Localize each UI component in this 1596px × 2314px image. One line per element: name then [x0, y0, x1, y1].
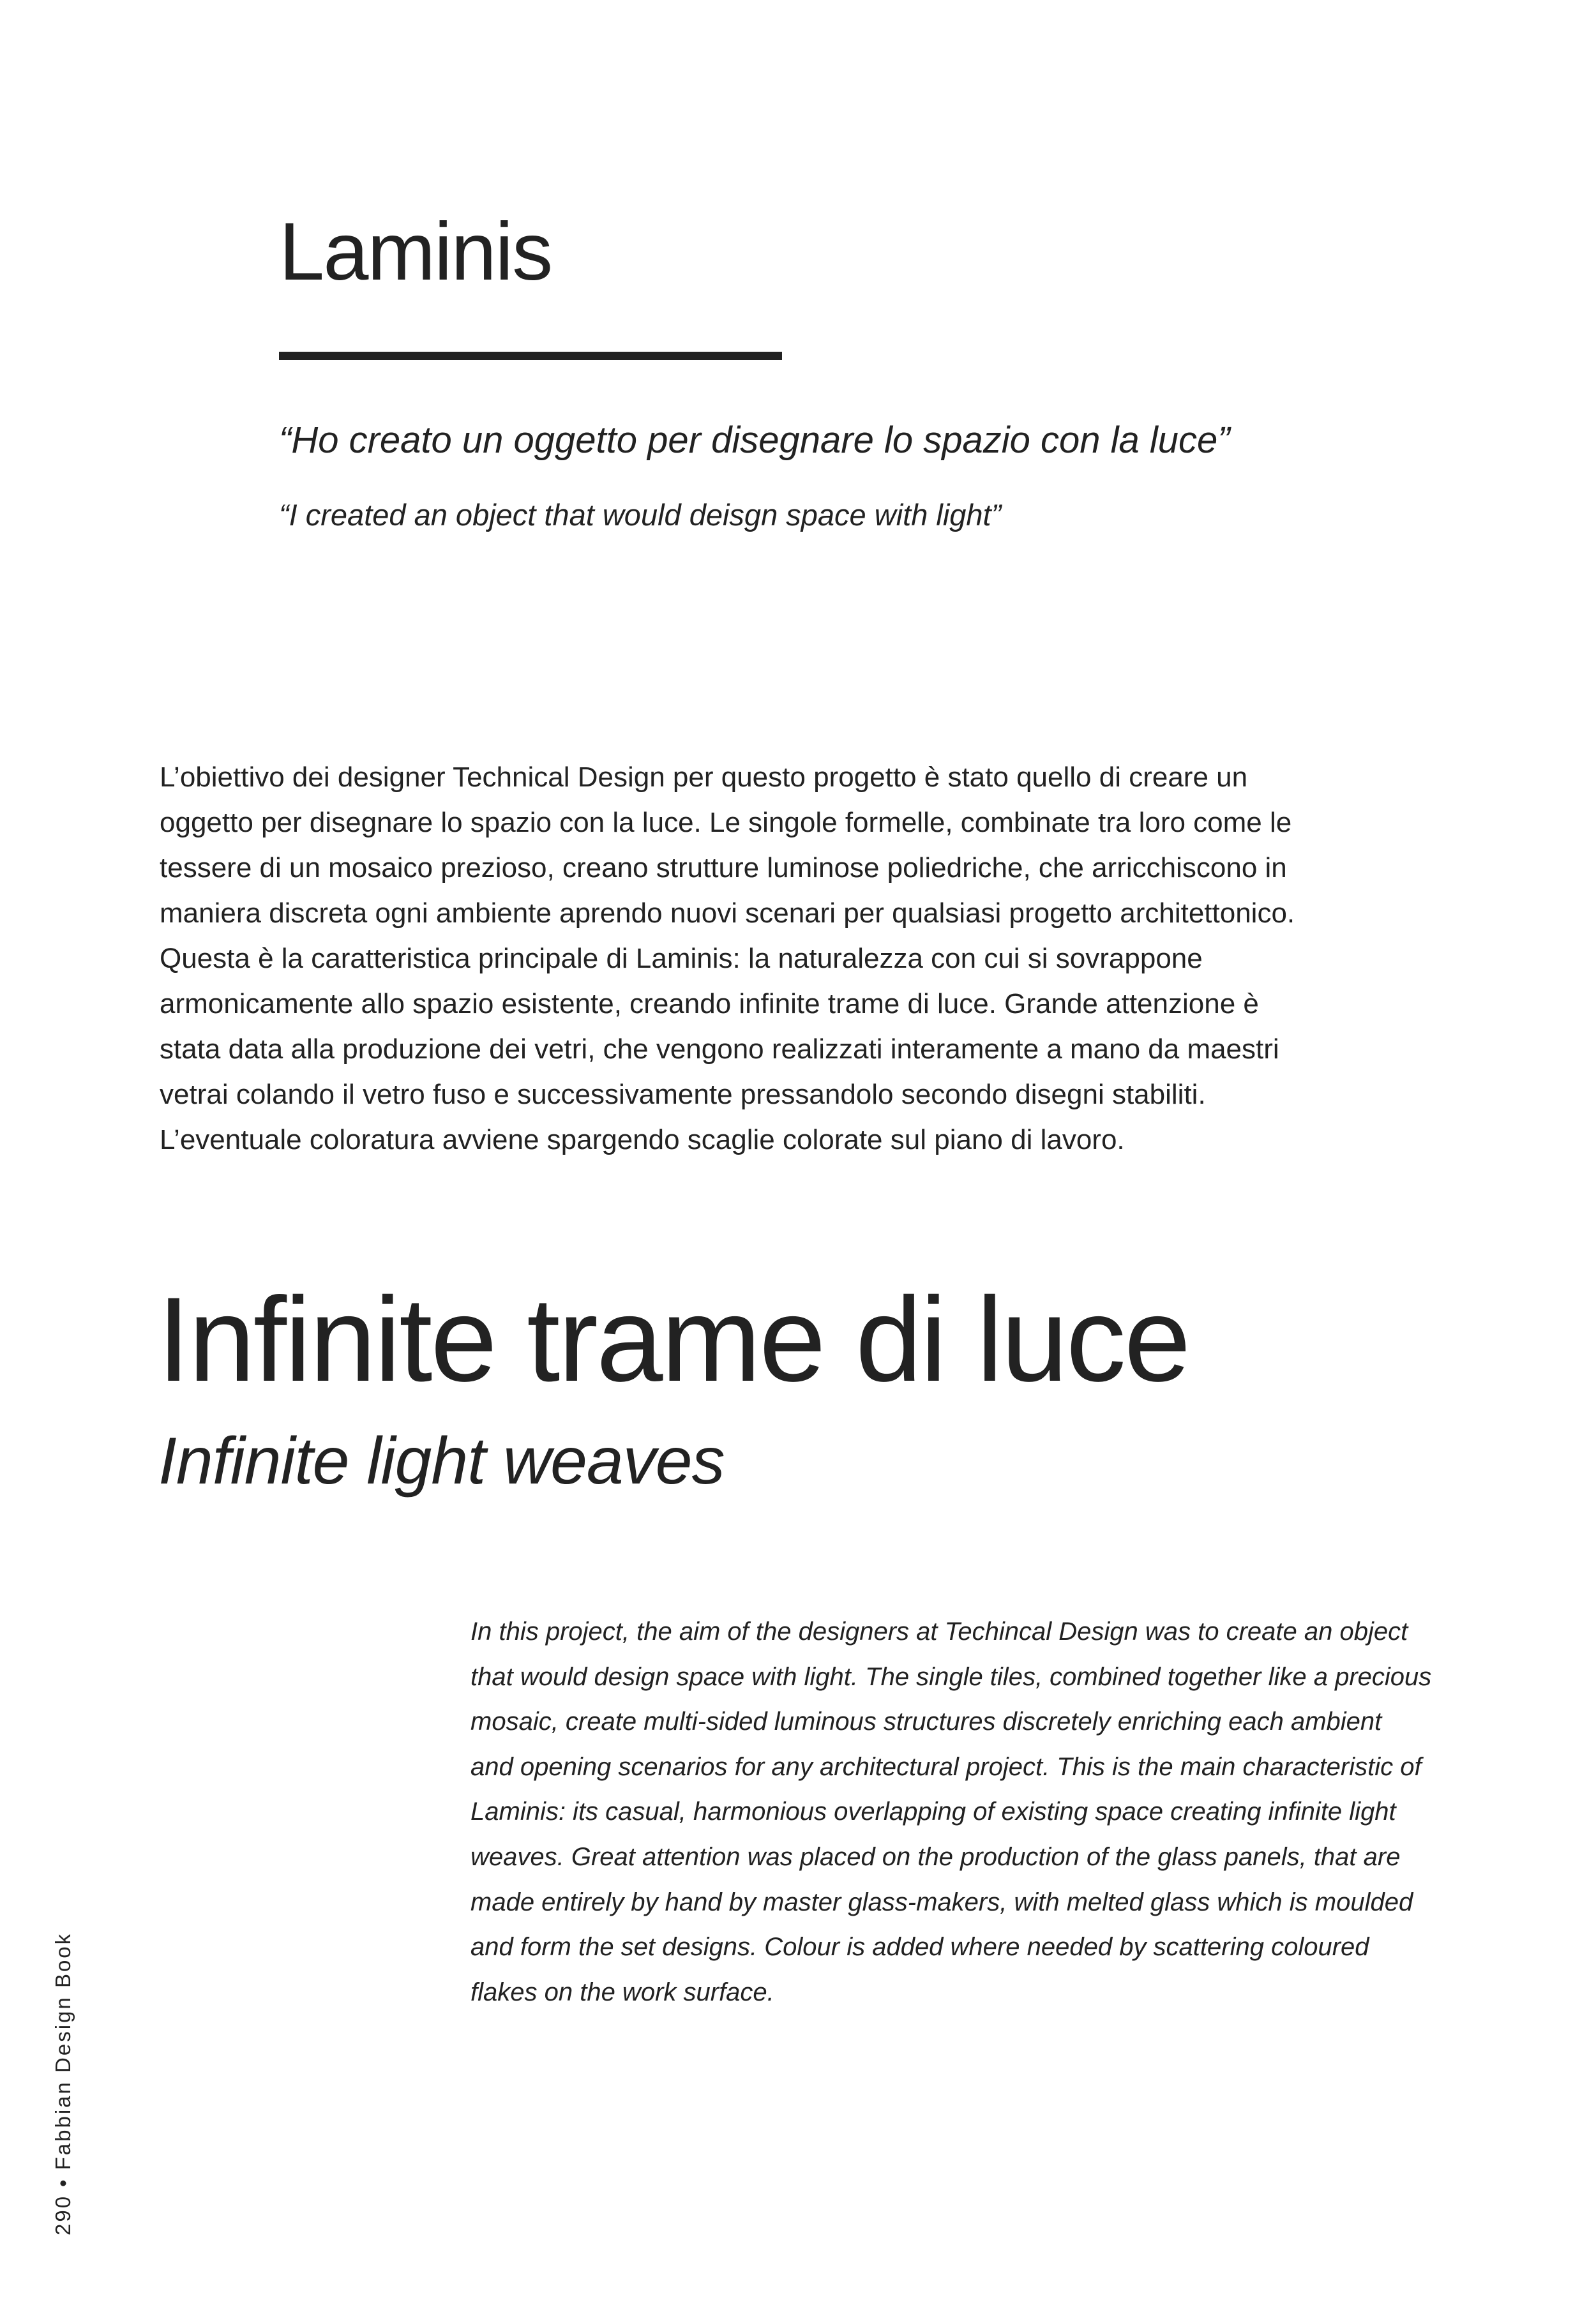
body-text-line: Questa è la caratteristica principale di Laminis: la naturalezza con cui si sovrappone [160, 943, 1203, 974]
body-text-line: and opening scenarios for any architectural project. This is the main characteristic of [471, 1752, 1422, 1781]
body-text-line: made entirely by hand by master glass-makers, with melted glass which is moulded [471, 1888, 1413, 1916]
body-text-line: weaves. Great attention was placed on the production of the glass panels, that are [471, 1842, 1401, 1871]
quote-english: “I created an object that would deisgn space with light” [279, 498, 1002, 532]
body-text-italian [160, 755, 1385, 1162]
body-text-line: mosaic, create multi-sided luminous structures discretely enriching each ambient [471, 1708, 1382, 1736]
book-title: Fabbian Design Book [51, 1932, 75, 2170]
section-subheading: Infinite light weaves [158, 1424, 725, 1498]
body-text-line: tessere di un mosaico prezioso, creano strutture luminose poliedriche, che arricchiscono in [160, 852, 1287, 883]
running-footer [52, 1932, 73, 2235]
body-text-line: L’obiettivo dei designer Technical Design per questo progetto è stato quello di creare un [160, 762, 1248, 793]
body-text-english [471, 1609, 1466, 2015]
body-text-line: flakes on the work surface. [471, 1978, 774, 2006]
body-text-line: Laminis: its casual, harmonious overlapping of existing space creating infinite light [471, 1798, 1396, 1826]
body-text-line: and form the set designs. Colour is added where needed by scattering coloured [471, 1933, 1369, 1962]
body-text-line: vetrai colando il vetro fuso e successivamente pressandolo secondo disegni stabiliti. [160, 1079, 1206, 1110]
body-text-line: that would design space with light. The single tiles, combined together like a precious [471, 1662, 1432, 1691]
page-number: 290 [51, 2194, 75, 2235]
body-text-line: stata data alla produzione dei vetri, che vengono realizzati interamente a mano da maestri [160, 1033, 1279, 1065]
title-underline [279, 352, 782, 360]
section-heading: Infinite trame di luce [157, 1272, 1189, 1406]
page-title: Laminis [279, 206, 552, 297]
quote-italian: “Ho creato un oggetto per disegnare lo spazio con la luce” [279, 419, 1230, 461]
body-text-line: In this project, the aim of the designers at Techincal Design was to create an object [471, 1618, 1408, 1646]
footer-separator: • [51, 2177, 75, 2187]
body-text-line: oggetto per disegnare lo spazio con la luce. Le singole formelle, combinate tra loro come le [160, 807, 1292, 838]
body-text-line: maniera discreta ogni ambiente aprendo nuovi scenari per qualsiasi progetto architettonico. [160, 898, 1295, 929]
body-text-line: L’eventuale coloratura avviene spargendo scaglie colorate sul piano di lavoro. [160, 1124, 1125, 1155]
body-text-line: armonicamente allo spazio esistente, creando infinite trame di luce. Grande attenzione è [160, 988, 1259, 1019]
